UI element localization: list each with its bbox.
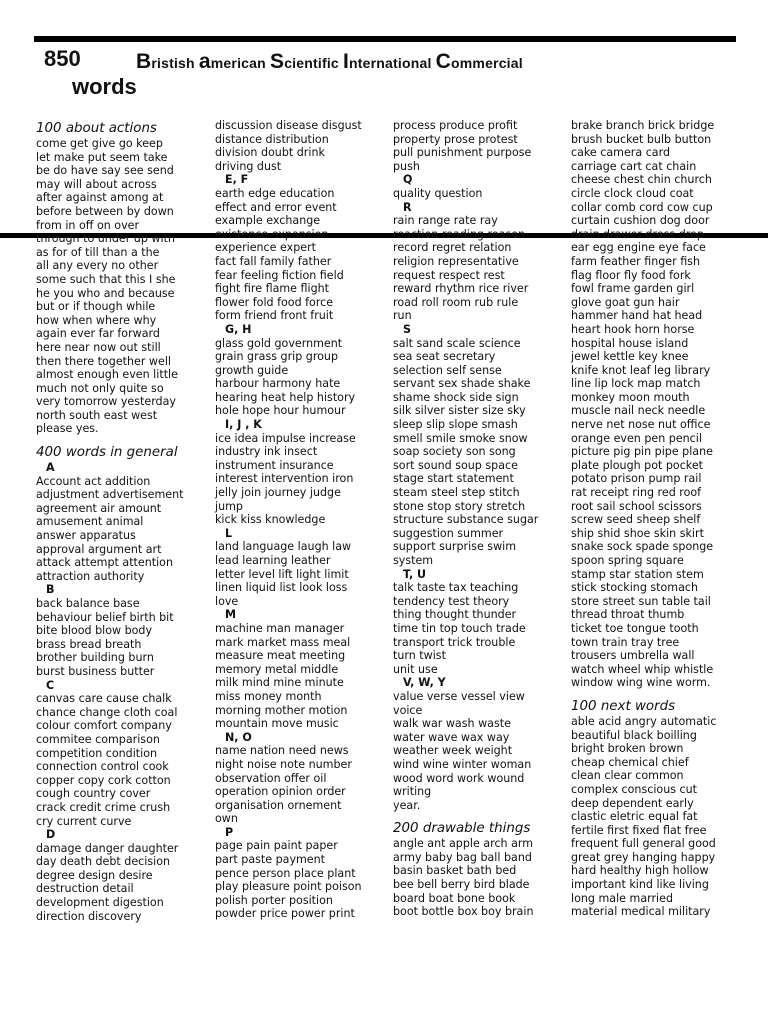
letter-heading: R [403,200,412,214]
word-line: soap society son song [393,445,516,459]
word-line: weather week weight [393,744,513,758]
word-line: destruction detail [36,882,134,896]
word-line: fertile first fixed flat free [571,823,707,837]
word-line: walk war wash waste [393,717,511,731]
word-line: all any every no other [36,259,159,273]
section-heading: 200 drawable things [393,821,531,837]
word-line: harbour harmony hate [215,377,341,391]
word-line: here near now out still [36,340,161,354]
word-line: salt sand scale science [393,336,521,350]
word-line: cake camera card [571,146,670,160]
word-line: before between by down [36,204,174,218]
word-line: as for of till than a the [36,245,160,259]
word-line: frequent full general good [571,837,716,851]
word-line: beautiful black boilling [571,728,697,742]
word-line: time tin top touch trade [393,621,526,635]
top-rule [34,36,736,42]
word-line: cough country cover [36,787,151,801]
word-line: copper copy cork cotton [36,773,171,787]
column-2 [215,119,362,921]
word-line: stick stocking stomach [571,581,699,595]
word-line: machine man manager [215,621,345,635]
title-word: Bristish [136,50,199,73]
word-line: driving dust [215,159,282,173]
word-line: window wing wine worm. [571,676,711,690]
word-line: page pain paint paper [215,839,338,853]
word-line: important kind like living [571,878,709,892]
word-line: selection self sense [393,363,502,377]
word-line: organisation ornement [215,798,342,812]
word-line: carriage cart cat chain [571,159,697,173]
word-line: hole hope hour humour [215,404,346,418]
word-line: land language laugh law [215,540,352,554]
word-line: again ever far forward [36,327,160,341]
word-line: measure meat meeting [215,649,346,663]
word-line: unit use [393,662,438,676]
word-line: discussion disease disgust [215,119,362,132]
word-line: hospital house island [571,336,689,350]
word-line: amusement animal [36,515,144,529]
word-line: crack credit crime crush [36,800,171,814]
word-line: stage start statement [393,472,514,486]
word-line: much not only quite so [36,381,164,395]
word-line: grain grass grip group [215,350,339,364]
word-line: snake sock spade sponge [571,540,714,554]
word-line: form friend front fruit [215,309,334,323]
word-line: value verse vessel view [393,689,525,703]
word-line: pull punishment purpose [393,146,532,160]
word-line: basin basket bath bed [393,864,517,878]
title-words: words [72,74,137,99]
word-line: town train tray tree [571,635,680,649]
word-line: powder price power print [215,907,355,921]
word-line: ticket toe tongue tooth [571,621,699,635]
word-line: complex conscious cut [571,782,698,796]
word-line: operation opinion order [215,785,346,799]
word-line: morning mother motion [215,703,348,717]
word-line: chance change cloth coal [36,705,178,719]
word-line: store street sun table tail [571,594,711,608]
word-line: bite blood blow body [36,624,153,638]
word-line: stone stop story stretch [393,499,526,513]
word-line: polish porter position [215,893,333,907]
word-line: please yes. [36,422,99,436]
word-line: damage danger daughter [36,841,179,855]
letter-heading: M [225,608,237,622]
column-4 [571,119,716,919]
word-line: from in off on over [36,218,140,232]
letter-heading: B [46,583,55,597]
word-line: curtain cushion dog door [571,214,710,228]
word-line: long male married [571,891,673,905]
word-line: reward rhythm rice river [393,282,529,296]
word-line: come get give go keep [36,137,163,150]
word-line: flower fold food force [215,295,334,309]
word-line: system [393,554,434,567]
word-line: pence person place plant [215,866,356,880]
word-line: fight fire flame flight [215,282,330,296]
word-line: deep dependent early [571,796,694,810]
word-line: process produce profit [393,119,518,132]
word-line: shame shock side sign [393,390,519,404]
title-word: american [198,50,270,73]
word-line: angle ant apple arch arm [393,837,534,851]
word-line: orange even pen pencil [571,431,702,445]
word-line: existence expansion [215,227,329,241]
word-line: then there together well [36,354,171,368]
word-line: adjustment advertisement [36,488,184,502]
word-line: thread throat thumb [571,608,685,622]
word-line: bee bell berry bird blade [393,878,530,892]
word-line: memory metal middle [215,662,339,676]
word-line: day death debt decision [36,855,171,869]
word-line: some such that this I she [36,272,176,286]
word-line: bright broken brown [571,742,684,756]
word-line: sort sound soup space [393,458,518,472]
word-line: trousers umbrella wall [571,649,695,663]
word-line: play pleasure point poison [215,880,362,894]
word-line: jelly join journey judge [215,486,341,500]
word-line: experience expert [215,241,316,255]
word-line: may will about across [36,177,157,191]
word-line: lead learning leather [215,554,331,567]
word-line: property prose protest [393,132,518,146]
word-line: night noise note number [215,757,352,771]
word-line: request respect rest [393,268,505,282]
word-line: own [215,812,238,826]
word-line: brother building burn [36,651,154,665]
word-line: thing thought thunder [393,608,517,622]
word-line: glove goat gun hair [571,295,680,309]
word-line: hearing heat help history [215,390,356,404]
word-line: sea seat secretary [393,350,496,364]
word-line: jewel kettle key knee [571,350,689,364]
word-line: board boat bone book [393,891,516,905]
word-line: clastic eletric equal fat [571,810,698,824]
word-line: material medical military [571,905,711,919]
word-line: fact fall family father [215,254,332,268]
word-line: degree design desire [36,868,153,882]
word-line: suggestion summer [393,526,504,540]
word-line: brass bread breath [36,637,142,651]
word-line: very tomorrow yesterday [36,395,176,409]
word-line: steam steel step stitch [393,486,520,500]
word-line: canvas care cause chalk [36,692,172,706]
letter-heading: C [46,678,55,692]
word-line: picture pig pin pipe plane [571,445,713,459]
word-line: mark market mass meal [215,635,351,649]
word-line: collar comb cord cow cup [571,200,713,214]
word-line: approval argument art [36,542,162,556]
word-line: colour comfort company [36,719,172,733]
title-phrase [136,50,523,74]
letter-heading: P [225,825,234,839]
letter-heading: V, W, Y [403,676,446,690]
word-line: earth edge education [215,186,335,200]
word-line: wood word work wound [393,771,525,785]
word-line: love [215,594,239,608]
section-heading: 400 words in general [36,445,178,461]
word-line: answer apparatus [36,529,136,543]
word-line: division doubt drink [215,146,325,160]
letter-heading: S [403,322,411,336]
word-line: direction discovery [36,909,142,923]
title-word: International [342,50,436,73]
word-line: boot bottle box boy brain [393,905,534,919]
word-line: line lip lock map match [571,377,701,391]
letter-heading: D [46,828,56,842]
word-line: instrument insurance [215,458,334,472]
word-line: be do have say see send [36,164,174,178]
word-line: industry ink insect [215,445,318,459]
word-line: how when where why [36,313,157,327]
word-line: water wave wax way [393,730,510,744]
word-line: great grey hanging happy [571,850,716,864]
word-line: smell smile smoke snow [393,431,528,445]
word-line: writing [393,785,432,799]
title-number: 850 [44,46,81,71]
word-line: attraction authority [36,569,145,583]
word-line: miss money month [215,689,322,703]
letter-heading: G, H [225,322,252,336]
letter-heading: L [225,526,233,540]
word-line: part paste payment [215,853,326,867]
word-line: hard healthy high hollow [571,864,709,878]
word-line: root sail school scissors [571,499,702,513]
word-line: cheap chemical chief [571,755,689,769]
word-line: commitee comparison [36,732,160,746]
word-line: farm feather finger fish [571,254,700,268]
word-line: wind wine winter woman [393,757,532,771]
word-line: reaction reading reason [393,227,526,241]
word-line: effect and error event [215,200,337,214]
word-line: spoon spring square [571,554,684,567]
word-line: monkey moon mouth [571,390,690,404]
word-line: cheese chest chin church [571,173,712,187]
word-line: interest intervention iron [215,472,354,486]
word-line: but or if though while [36,300,156,314]
word-line: flag floor fly food fork [571,268,691,282]
word-line: behaviour belief birth bit [36,610,174,624]
word-line: structure substance sugar [393,513,539,527]
word-line: screw seed sheep shelf [571,513,701,527]
word-line: circle clock cloud coat [571,186,694,200]
word-line: fowl frame garden girl [571,282,695,296]
word-line: cry current curve [36,814,132,828]
word-line: back balance base [36,597,140,610]
word-line: transport trick trouble [393,635,516,649]
word-line: servant sex shade shake [393,377,531,391]
word-line: almost enough even little [36,368,178,382]
word-line: kick kiss knowledge [215,513,326,527]
word-line: heart hook horn horse [571,322,695,336]
word-line: development digestion [36,896,164,910]
letter-heading: Q [403,173,413,187]
letter-heading: N, O [225,730,252,744]
letter-heading: E, F [225,173,249,187]
word-line: road roll room rub rule [393,295,519,309]
word-line: tendency test theory [393,594,510,608]
word-line: army baby bag ball band [393,850,532,864]
word-line: rain range rate ray [393,214,498,228]
word-line: plate plough pot pocket [571,458,704,472]
word-line: let make put seem take [36,150,168,164]
word-line: ear egg engine eye face [571,241,706,255]
word-line: north south east west [36,408,158,422]
word-line: year. [393,798,421,812]
word-line: ice idea impulse increase [215,431,356,445]
word-line: stamp star station stem [571,567,704,581]
word-line: nerve net nose nut office [571,418,711,432]
word-line: silk silver sister size sky [393,404,526,418]
word-line: rat receipt ring red roof [571,486,702,500]
word-line: record regret relation [393,241,512,255]
word-line: hammer hand hat head [571,309,703,323]
word-line: drain drawer dress drop [571,227,704,241]
word-line: voice [393,703,423,717]
word-line: quality question [393,186,483,200]
word-line: push [393,159,420,173]
word-line: Account act addition [36,474,151,488]
word-line: able acid angry automatic [571,714,717,728]
title-word: Scientific [269,50,343,73]
word-line: run [393,309,412,323]
letter-heading: T, U [403,567,427,581]
word-line: brush bucket bulb button [571,132,712,146]
title-word: Commercial [435,50,523,73]
word-line: religion representative [393,254,519,268]
word-line: observation offer oil [215,771,327,785]
letter-heading: A [46,461,55,475]
word-line: letter level lift light limit [215,567,349,581]
word-line: potato prison pump rail [571,472,702,486]
word-line: brake branch brick bridge [571,119,715,132]
column-3 [393,119,538,919]
word-line: glass gold government [215,336,343,350]
letter-heading: I, J , K [225,418,262,432]
word-line: name nation need news [215,744,349,758]
word-line: milk mind mine minute [215,676,344,690]
word-line: clean clear common [571,769,684,783]
word-line: mountain move music [215,717,339,731]
word-line: through to under up with [36,232,175,246]
word-line: distance distribution [215,132,329,146]
word-line: turn twist [393,649,446,663]
word-line: sleep slip slope smash [393,418,518,432]
word-line: growth guide [215,363,289,377]
word-line: knife knot leaf leg library [571,363,711,377]
word-line: after against among at [36,191,164,205]
word-line: agreement air amount [36,501,162,515]
word-line: fear feeling fiction field [215,268,344,282]
word-line: competition condition [36,746,158,760]
word-line: watch wheel whip whistle [571,662,714,676]
section-heading: 100 about actions [36,121,157,136]
word-line: support surprise swim [393,540,517,554]
word-line: muscle nail neck needle [571,404,706,418]
column-1 [36,118,183,923]
word-line: connection control cook [36,760,169,774]
word-line: burst business butter [36,664,155,678]
word-line: he you who and because [36,286,175,300]
word-line: example exchange [215,214,321,228]
word-line: linen liquid list look loss [215,581,348,595]
word-line: jump [215,499,243,513]
word-line: ship shid shoe skin skirt [571,526,704,540]
word-line: talk taste tax teaching [393,581,519,595]
word-line: attack attempt attention [36,556,173,570]
section-heading: 100 next words [571,698,676,714]
